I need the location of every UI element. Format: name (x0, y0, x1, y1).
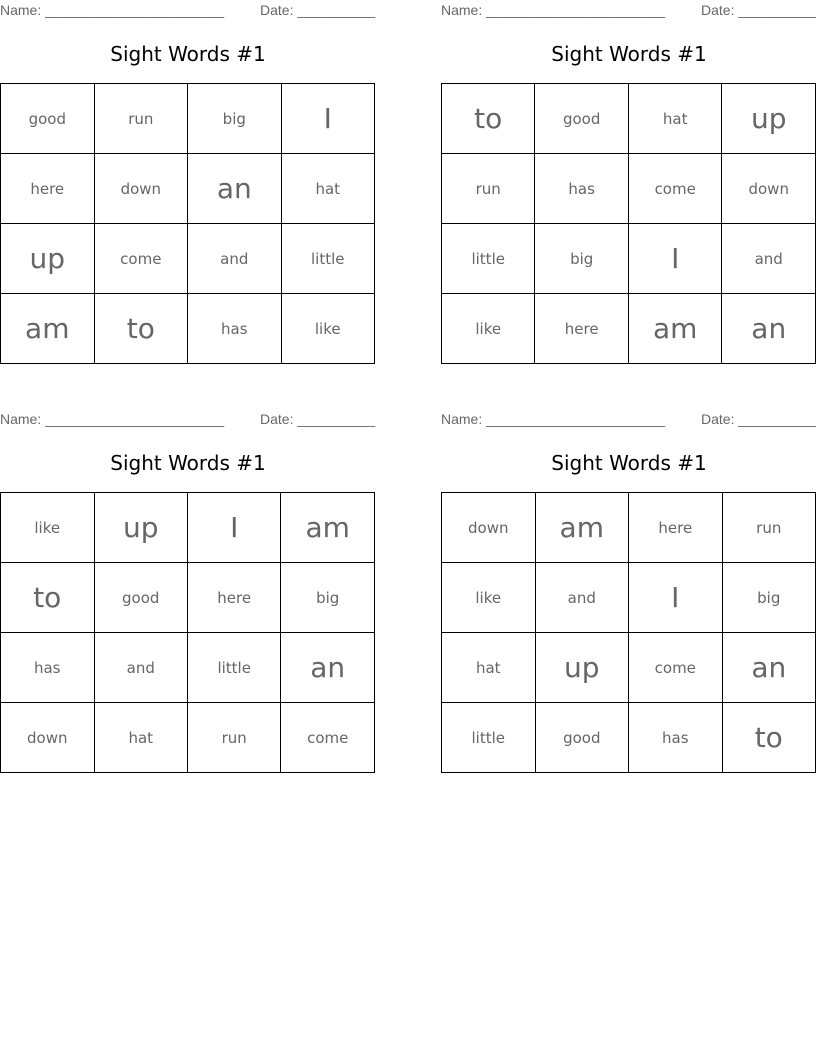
word-cell: here (535, 294, 628, 364)
card-title: Sight Words #1 (110, 451, 266, 475)
word-cell: to (722, 703, 815, 773)
word-cell: like (1, 493, 95, 563)
word-cell: and (188, 224, 281, 294)
word-cell: I (629, 563, 723, 633)
word-cell: good (1, 84, 95, 154)
grid-row (442, 493, 816, 563)
grid-row (1, 493, 375, 563)
grid-row (1, 633, 375, 703)
word-cell: to (1, 563, 95, 633)
date-field: Date: __________ (701, 2, 816, 18)
name-field: Name: _______________________ (441, 2, 666, 18)
word-cell: like (442, 294, 535, 364)
word-cell: has (188, 294, 281, 364)
word-grid (0, 492, 375, 773)
word-cell: run (722, 493, 815, 563)
grid-row (1, 294, 375, 364)
word-cell: run (187, 703, 280, 773)
grid-row (442, 224, 816, 294)
word-cell: run (94, 84, 188, 154)
word-cell: down (722, 154, 816, 224)
word-cell: down (94, 154, 188, 224)
word-cell: here (1, 154, 95, 224)
word-cell: up (1, 224, 95, 294)
word-grid (441, 492, 816, 773)
word-cell: an (281, 633, 375, 703)
word-cell: up (722, 84, 816, 154)
word-cell: an (722, 294, 816, 364)
word-grid (0, 83, 375, 364)
word-cell: hat (442, 633, 536, 703)
word-cell: and (94, 633, 187, 703)
grid-row (1, 563, 375, 633)
word-cell: to (442, 84, 535, 154)
word-cell: am (535, 493, 629, 563)
word-cell: come (628, 154, 722, 224)
word-cell: down (442, 493, 536, 563)
word-cell: come (629, 633, 723, 703)
word-cell: hat (94, 703, 187, 773)
grid-row (442, 633, 816, 703)
word-cell: and (722, 224, 816, 294)
word-cell: to (94, 294, 188, 364)
word-cell: come (281, 703, 375, 773)
word-cell: run (442, 154, 535, 224)
word-cell: and (535, 563, 629, 633)
date-field: Date: __________ (260, 411, 376, 427)
word-cell: am (1, 294, 95, 364)
word-cell: little (442, 703, 536, 773)
header-fields (441, 2, 816, 20)
grid-row (442, 294, 816, 364)
card-title: Sight Words #1 (551, 42, 707, 66)
word-cell: an (722, 633, 815, 703)
grid-row (442, 154, 816, 224)
word-cell: has (1, 633, 95, 703)
date-field: Date: __________ (260, 2, 376, 18)
word-cell: big (535, 224, 628, 294)
word-cell: hat (628, 84, 722, 154)
word-cell: I (628, 224, 722, 294)
header-fields (0, 2, 376, 20)
word-grid (441, 83, 816, 364)
date-field: Date: __________ (701, 411, 816, 427)
word-cell: come (94, 224, 188, 294)
grid-row (1, 84, 375, 154)
name-field: Name: _______________________ (0, 2, 225, 18)
word-cell: down (1, 703, 95, 773)
word-cell: here (187, 563, 280, 633)
word-cell: like (281, 294, 374, 364)
word-cell: I (187, 493, 280, 563)
word-cell: hat (281, 154, 374, 224)
word-cell: good (535, 703, 629, 773)
card-title: Sight Words #1 (110, 42, 266, 66)
grid-row (1, 154, 375, 224)
word-cell: has (629, 703, 723, 773)
word-cell: am (628, 294, 722, 364)
word-cell: has (535, 154, 628, 224)
word-cell: little (442, 224, 535, 294)
word-cell: up (94, 493, 187, 563)
grid-row (442, 563, 816, 633)
grid-row (1, 703, 375, 773)
word-cell: an (188, 154, 281, 224)
word-cell: little (281, 224, 374, 294)
grid-row (442, 703, 816, 773)
word-cell: big (722, 563, 815, 633)
word-cell: here (629, 493, 723, 563)
header-fields (441, 411, 816, 429)
word-cell: little (187, 633, 280, 703)
word-cell: am (281, 493, 375, 563)
word-cell: good (535, 84, 628, 154)
word-cell: big (281, 563, 375, 633)
word-cell: like (442, 563, 536, 633)
word-cell: I (281, 84, 374, 154)
word-cell: big (188, 84, 281, 154)
header-fields (0, 411, 376, 429)
card-title: Sight Words #1 (551, 451, 707, 475)
name-field: Name: _______________________ (0, 411, 225, 427)
grid-row (1, 224, 375, 294)
name-field: Name: _______________________ (441, 411, 666, 427)
grid-row (442, 84, 816, 154)
word-cell: up (535, 633, 629, 703)
word-cell: good (94, 563, 187, 633)
